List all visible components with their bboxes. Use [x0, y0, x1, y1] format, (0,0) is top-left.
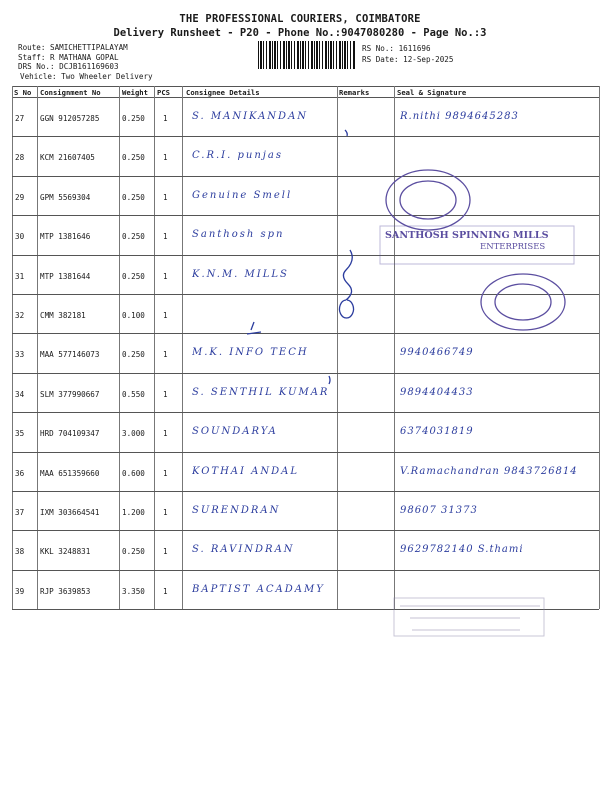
- table-row-weight: 0.550: [122, 389, 145, 399]
- handwritten-signature: 9940466749: [400, 347, 474, 359]
- handwritten-consignee: S. MANIKANDAN: [192, 111, 309, 122]
- table-row-sno: 37: [15, 508, 25, 517]
- table-row-sno: 35: [15, 429, 25, 439]
- table-row-sno: 29: [15, 192, 25, 202]
- table-row-weight: 0.250: [122, 271, 145, 281]
- table-row-pcs: 1: [163, 192, 168, 202]
- handwritten-signature: V.Ramachandran 9843726814: [400, 465, 578, 477]
- table-row-consignment: KKL 3248831: [40, 547, 91, 557]
- handwritten-signature: R.nithi 9894645283: [400, 111, 519, 122]
- col-seal-signature: Seal & Signature: [397, 88, 467, 97]
- rs-number: RS No.: 1611696: [362, 44, 431, 53]
- handwritten-signature: 9629782140 S.thami: [400, 544, 524, 556]
- table-row-sno: 30: [15, 232, 25, 242]
- table-row-weight: 0.250: [122, 547, 145, 557]
- col-weight: Weight: [122, 88, 148, 97]
- remark-marks: [247, 130, 353, 384]
- table-row-sno: 31: [15, 271, 25, 281]
- table-row-pcs: 1: [163, 429, 168, 439]
- table-row-pcs: 1: [163, 586, 168, 596]
- table-row-consignment: SLM 377990667: [40, 389, 100, 399]
- table-row-sno: 32: [15, 311, 25, 320]
- table-row-sno: 27: [15, 114, 25, 123]
- handwritten-consignee: KOTHAI ANDAL: [192, 465, 299, 477]
- table-row-pcs: 1: [163, 350, 168, 360]
- handwritten-signature: 98607 31373: [400, 505, 478, 516]
- col-sno: S No: [14, 88, 32, 97]
- col-consignment: Consignment No: [40, 88, 101, 97]
- table-row-weight: 0.250: [122, 192, 145, 202]
- table-row-pcs: 1: [163, 389, 168, 399]
- stamp-text-enterprises: ENTERPRISES: [480, 242, 546, 252]
- col-pcs: PCS: [157, 88, 170, 97]
- rs-date: RS Date: 12-Sep-2025: [362, 55, 454, 64]
- table-row-consignment: CMM 382181: [40, 311, 86, 320]
- col-remarks: Remarks: [339, 88, 370, 97]
- table-row-pcs: 1: [163, 311, 168, 320]
- table-row-consignment: MAA 651359660: [40, 468, 100, 478]
- staff-label: Staff: R MATHANA GOPAL: [18, 52, 119, 62]
- table-row-sno: 38: [15, 547, 25, 557]
- table-row-pcs: 1: [163, 468, 168, 478]
- table-row-pcs: 1: [163, 271, 168, 281]
- stamp-baptist: [394, 598, 544, 636]
- handwritten-consignee: Genuine Smell: [192, 189, 293, 201]
- stamp-circle-2: [481, 274, 565, 330]
- handwritten-consignee: M.K. INFO TECH: [192, 347, 309, 359]
- handwritten-consignee: BAPTIST ACADAMY: [192, 583, 325, 595]
- table-row-sno: 36: [15, 468, 25, 478]
- handwritten-consignee: S. SENTHIL KUMAR: [192, 386, 330, 398]
- table-row-consignment: IXM 303664541: [40, 508, 100, 517]
- stamp-circle-1: [386, 170, 470, 230]
- handwritten-consignee: K.N.M. MILLS: [192, 268, 289, 280]
- table-row-weight: 0.250: [122, 232, 145, 242]
- handwritten-consignee: SURENDRAN: [192, 505, 281, 516]
- handwritten-consignee: S. RAVINDRAN: [192, 544, 295, 556]
- table-row-pcs: 1: [163, 232, 168, 242]
- table-row-consignment: MTP 1381646: [40, 232, 91, 242]
- table-row-weight: 0.250: [122, 153, 145, 163]
- handwritten-consignee: SOUNDARYA: [192, 426, 278, 438]
- table-row-consignment: HRD 704109347: [40, 429, 100, 439]
- table-row-weight: 0.250: [122, 114, 145, 123]
- handwritten-consignee: C.R.I. punjas: [192, 150, 283, 162]
- drs-number: DRS No.: DCJB161169603: [18, 62, 119, 72]
- table-row-sno: 28: [15, 153, 25, 163]
- handwritten-consignee: Santhosh spn: [192, 229, 285, 241]
- table-row-weight: 1.200: [122, 508, 145, 517]
- table-row-weight: 0.250: [122, 350, 145, 360]
- company-title: THE PROFESSIONAL COURIERS, COIMBATORE: [179, 13, 421, 25]
- table-row-weight: 3.000: [122, 429, 145, 439]
- route-label: Route: SAMICHETTIPALAYAM: [18, 43, 128, 52]
- table-row-consignment: RJP 3639853: [40, 586, 91, 596]
- table-row-consignment: GGN 912057285: [40, 114, 100, 123]
- table-row-pcs: 1: [163, 547, 168, 557]
- table-row-pcs: 1: [163, 508, 168, 517]
- table-row-consignment: GPM 5569304: [40, 192, 91, 202]
- table-row-weight: 0.600: [122, 468, 145, 478]
- stamp-text-mills: SANTHOSH SPINNING MILLS: [385, 230, 549, 241]
- table-row-sno: 39: [15, 586, 25, 596]
- vehicle-label: Vehicle: Two Wheeler Delivery: [20, 71, 153, 81]
- table-row-pcs: 1: [163, 114, 168, 123]
- runsheet-subtitle: Delivery Runsheet - P20 - Phone No.:9047080280 - Page No.:3: [113, 27, 487, 39]
- table-row-weight: 0.100: [122, 311, 145, 320]
- table-row-sno: 33: [15, 350, 25, 360]
- handwritten-signature: 6374031819: [400, 426, 474, 438]
- table-row-sno: 34: [15, 389, 25, 399]
- col-consignee: Consignee Details: [186, 88, 260, 97]
- table-row-weight: 3.350: [122, 586, 145, 596]
- table-row-consignment: MTP 1381644: [40, 271, 91, 281]
- handwritten-signature: 9894404433: [400, 386, 474, 398]
- table-row-consignment: MAA 577146073: [40, 350, 100, 360]
- table-row-pcs: 1: [163, 153, 168, 163]
- table-row-consignment: KCM 21607405: [40, 153, 95, 163]
